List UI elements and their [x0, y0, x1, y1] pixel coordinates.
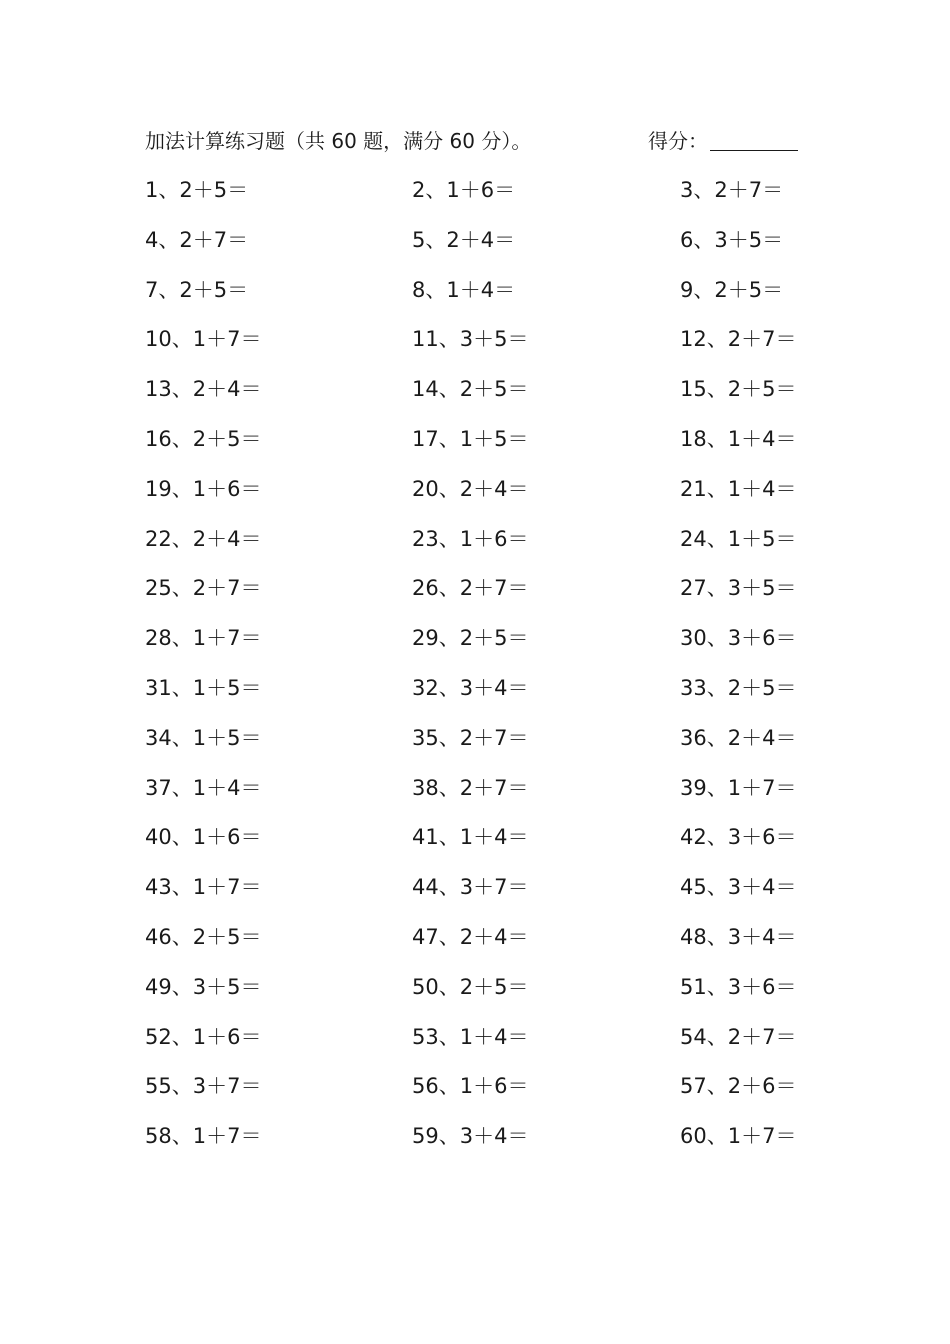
problem-grid — [145, 172, 825, 1168]
score-label: 得分： — [648, 129, 708, 153]
problem-item: 45、3＋4＝ — [680, 875, 797, 900]
problem-item: 48、3＋4＝ — [680, 924, 797, 949]
problem-item: 40、1＋6＝ — [145, 825, 262, 850]
problem-item: 56、1＋6＝ — [412, 1074, 529, 1099]
problem-item: 2、1＋6＝ — [412, 178, 516, 202]
problem-row — [145, 869, 825, 919]
problem-row — [145, 1019, 825, 1069]
problem-item: 44、3＋7＝ — [412, 875, 529, 900]
problem-row — [145, 1118, 825, 1168]
problem-item: 7、2＋5＝ — [145, 277, 249, 302]
problem-item: 1、2＋5＝ — [145, 178, 249, 202]
problem-item: 36、2＋4＝ — [680, 725, 797, 750]
problem-item: 47、2＋4＝ — [412, 924, 529, 949]
problem-item: 21、1＋4＝ — [680, 476, 797, 501]
problem-item: 3、2＋7＝ — [680, 178, 784, 202]
problem-row — [145, 421, 825, 471]
problem-item: 31、1＋5＝ — [145, 675, 262, 700]
problem-item: 57、2＋6＝ — [680, 1074, 797, 1099]
problem-item: 25、2＋7＝ — [145, 576, 262, 601]
problem-item: 12、2＋7＝ — [680, 327, 797, 352]
problem-item: 8、1＋4＝ — [412, 277, 516, 302]
problem-item: 51、3＋6＝ — [680, 974, 797, 999]
problem-item: 41、1＋4＝ — [412, 825, 529, 850]
problem-item: 38、2＋7＝ — [412, 775, 529, 800]
problem-row — [145, 720, 825, 770]
problem-item: 10、1＋7＝ — [145, 327, 262, 352]
problem-item: 39、1＋7＝ — [680, 775, 797, 800]
problem-item: 28、1＋7＝ — [145, 626, 262, 651]
problem-item: 5、2＋4＝ — [412, 227, 516, 252]
problem-item: 9、2＋5＝ — [680, 277, 784, 302]
problem-row — [145, 570, 825, 620]
problem-item: 24、1＋5＝ — [680, 526, 797, 551]
problem-item: 42、3＋6＝ — [680, 825, 797, 850]
problem-item: 17、1＋5＝ — [412, 426, 529, 451]
problem-item: 58、1＋7＝ — [145, 1124, 262, 1149]
problem-item: 60、1＋7＝ — [680, 1124, 797, 1149]
problem-row — [145, 471, 825, 521]
problem-item: 18、1＋4＝ — [680, 426, 797, 451]
score-blank[interactable] — [710, 124, 798, 151]
problem-row — [145, 321, 825, 371]
problem-item: 16、2＋5＝ — [145, 426, 262, 451]
problem-item: 11、3＋5＝ — [412, 327, 529, 352]
worksheet-header — [145, 124, 805, 158]
problem-row — [145, 670, 825, 720]
problem-row — [145, 521, 825, 571]
problem-item: 29、2＋5＝ — [412, 626, 529, 651]
problem-item: 37、1＋4＝ — [145, 775, 262, 800]
problem-item: 6、3＋5＝ — [680, 227, 784, 252]
problem-row — [145, 1068, 825, 1118]
problem-item: 22、2＋4＝ — [145, 526, 262, 551]
problem-row — [145, 969, 825, 1019]
problem-item: 35、2＋7＝ — [412, 725, 529, 750]
problem-item: 34、1＋5＝ — [145, 725, 262, 750]
problem-item: 49、3＋5＝ — [145, 974, 262, 999]
problem-row — [145, 819, 825, 869]
problem-item: 30、3＋6＝ — [680, 626, 797, 651]
problem-row — [145, 770, 825, 820]
problem-item: 26、2＋7＝ — [412, 576, 529, 601]
problem-item: 53、1＋4＝ — [412, 1024, 529, 1049]
problem-item: 15、2＋5＝ — [680, 377, 797, 402]
problem-item: 32、3＋4＝ — [412, 675, 529, 700]
problem-item: 27、3＋5＝ — [680, 576, 797, 601]
problem-row — [145, 919, 825, 969]
problem-row — [145, 222, 825, 272]
problem-item: 4、2＋7＝ — [145, 227, 249, 252]
problem-row — [145, 272, 825, 322]
problem-item: 46、2＋5＝ — [145, 924, 262, 949]
score-field — [648, 124, 798, 158]
problem-item: 54、2＋7＝ — [680, 1024, 797, 1049]
problem-row — [145, 371, 825, 421]
problem-item: 13、2＋4＝ — [145, 377, 262, 402]
problem-item: 50、2＋5＝ — [412, 974, 529, 999]
problem-item: 23、1＋6＝ — [412, 526, 529, 551]
problem-item: 20、2＋4＝ — [412, 476, 529, 501]
problem-item: 52、1＋6＝ — [145, 1024, 262, 1049]
problem-item: 55、3＋7＝ — [145, 1074, 262, 1099]
problem-row — [145, 620, 825, 670]
problem-item: 33、2＋5＝ — [680, 675, 797, 700]
problem-row — [145, 172, 825, 222]
problem-item: 59、3＋4＝ — [412, 1124, 529, 1149]
problem-item: 43、1＋7＝ — [145, 875, 262, 900]
worksheet-title: 加法计算练习题（共 60 题，满分 60 分）。 — [145, 129, 532, 153]
problem-item: 14、2＋5＝ — [412, 377, 529, 402]
problem-item: 19、1＋6＝ — [145, 476, 262, 501]
